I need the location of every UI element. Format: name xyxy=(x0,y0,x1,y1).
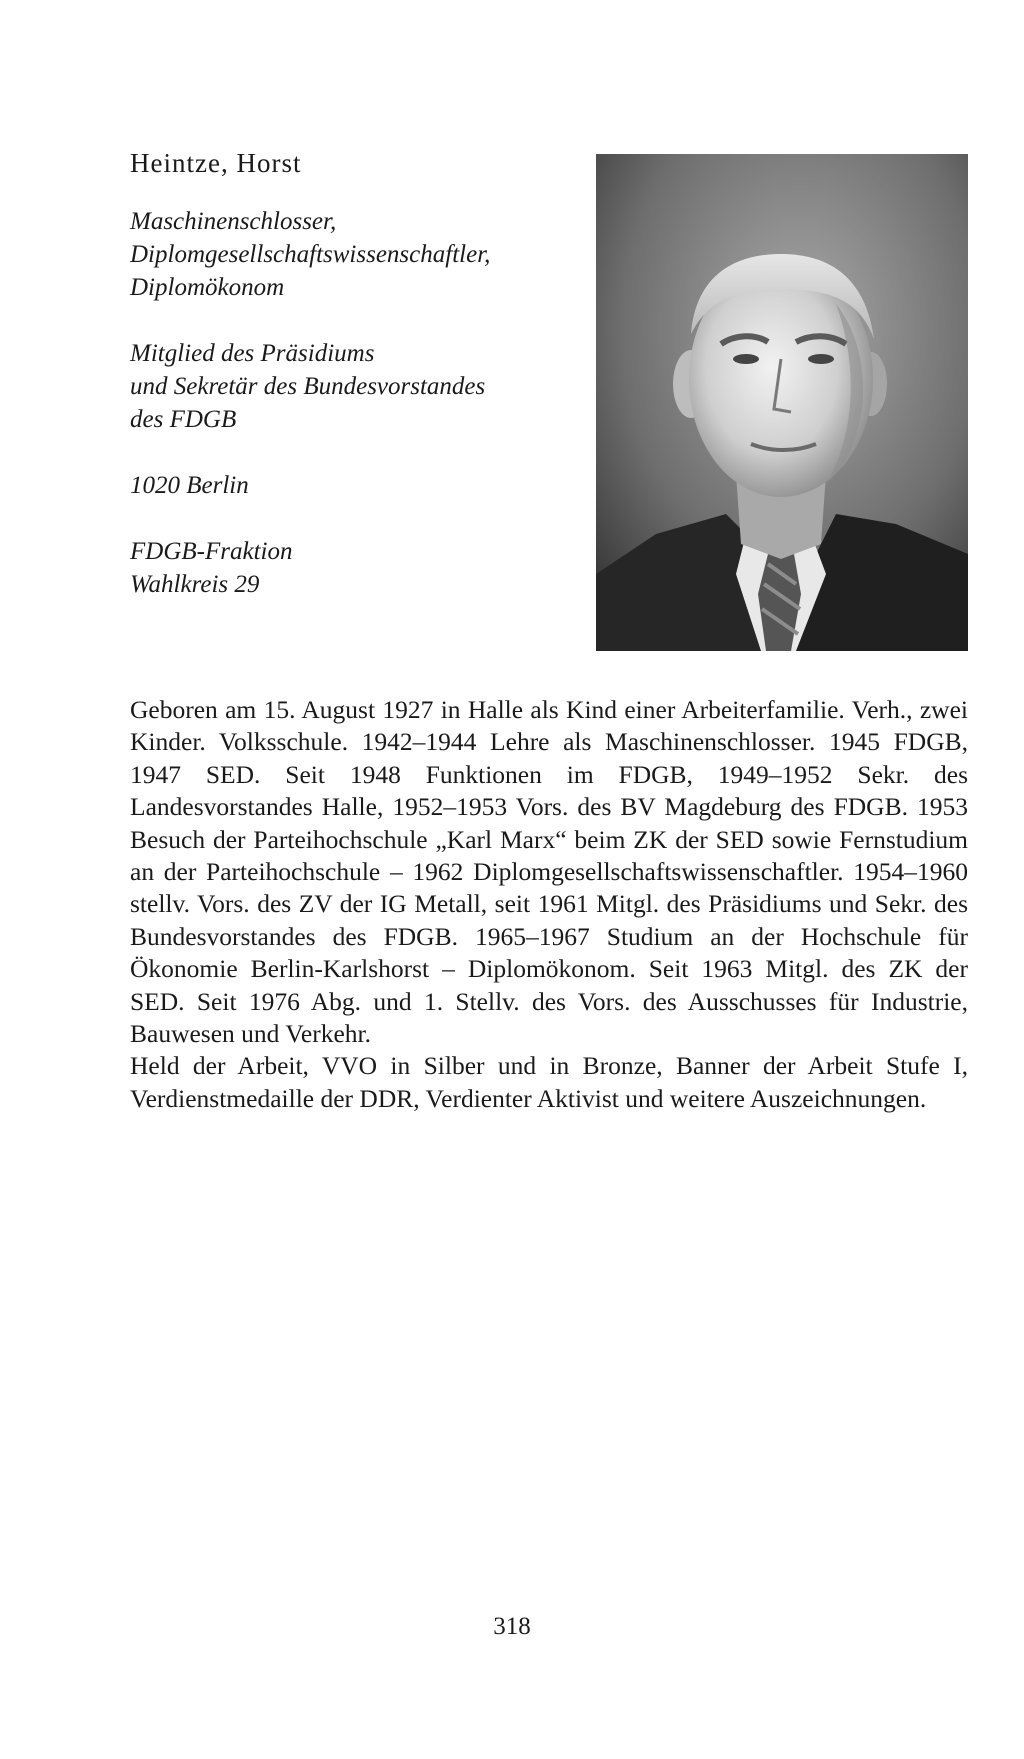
position-line: und Sekretär des Bundesvorstandes xyxy=(130,373,486,400)
position-line: Mitglied des Präsidiums xyxy=(130,340,375,367)
faction xyxy=(130,535,580,601)
professions xyxy=(130,205,580,304)
biography xyxy=(130,694,968,1115)
profession-line: Diplomökonom xyxy=(130,274,285,301)
page-number: 318 xyxy=(493,1613,531,1640)
positions xyxy=(130,337,580,436)
biography-paragraph: Geboren am 15. August 1927 in Halle als Kind einer Arbeiterfamilie. Verh., zwei Kinder. Volksschule. 1942–1944 Lehre als Maschinenschlosser. 1945 FDGB, 1947 SED. Seit 1948 Funktionen im FDGB, 1949–1952 Sekr. des Landesvorstandes Halle, 1952–1953 Vors. des BV Magdeburg des FDGB. 1953 Besuch der Parteihochschule „Karl Marx“ beim ZK der SED sowie Fernstudium an der Parteihochschule – 1962 Diplomgesellschaftswissenschaftler. 1954–1960 stellv. Vors. des ZV der IG Metall, seit 1961 Mitgl. des Präsidiums und Sekr. des Bundesvorstandes des FDGB. 1965–1967 Studium an der Hochschule für Ökonomie Berlin-Karlshorst – Diplomökonom. Seit 1963 Mitgl. des ZK der SED. Seit 1976 Abg. und 1. Stellv. des Vors. des Ausschusses für Industrie, Bauwesen und Verkehr. xyxy=(130,695,968,1049)
position-line: des FDGB xyxy=(130,406,237,433)
portrait-photo xyxy=(596,154,968,651)
location xyxy=(130,469,580,502)
awards-paragraph: Held der Arbeit, VVO in Silber und in Bronze, Banner der Arbeit Stufe I, Verdienstmedaille der DDR, Verdienter Aktivist und weitere Auszeichnungen. xyxy=(130,1051,968,1113)
portrait-photo-icon xyxy=(596,154,968,651)
constituency-line: Wahlkreis 29 xyxy=(130,571,260,598)
location-line: 1020 Berlin xyxy=(130,472,249,499)
person-name: Heintze, Horst xyxy=(130,148,302,178)
faction-line: FDGB-Fraktion xyxy=(130,538,293,565)
profession-line: Diplomgesellschaftswissenschaftler, xyxy=(130,241,491,268)
person-info xyxy=(130,205,580,634)
profession-line: Maschinenschlosser, xyxy=(130,208,337,235)
